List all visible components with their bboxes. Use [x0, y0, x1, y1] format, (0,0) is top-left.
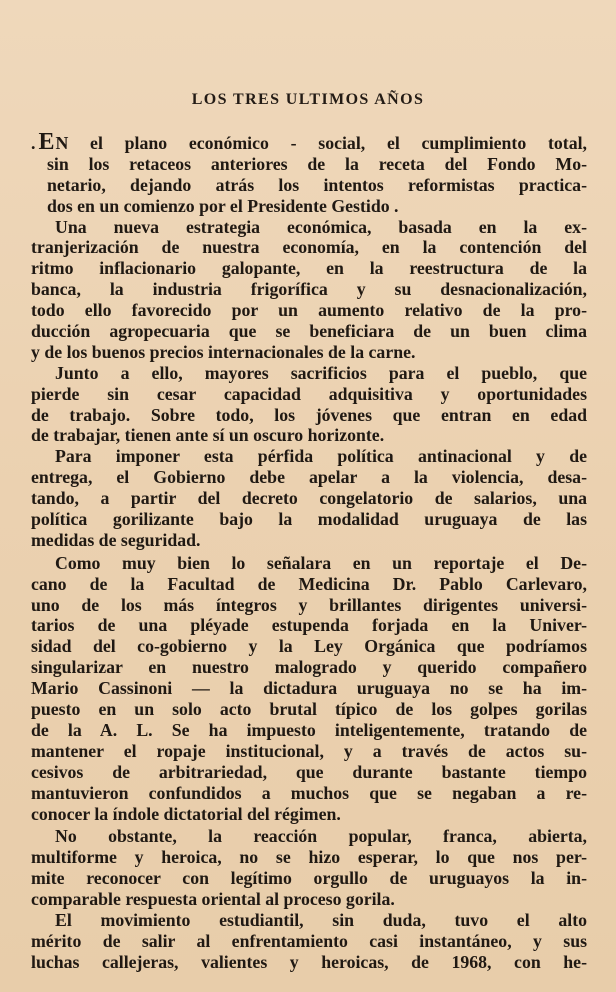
paragraph-3-line-4: de trabajar, tienen ante sí un oscuro horizonte.	[31, 425, 385, 446]
paragraph-1-line-2: sin los retaceos anteriores de la receta del Fondo Mo-	[47, 153, 587, 174]
paragraph-5	[31, 553, 587, 825]
paragraph-6	[31, 826, 587, 910]
paragraph-2-line-1: Una nueva estrategia económica, basada en la ex-	[55, 216, 587, 237]
paragraph-5-line-11: cesivos de arbitrariedad, que durante bastante tiempo	[31, 761, 587, 782]
paragraph-5-line-4: tarios de una pléyade estupenda forjada en la Univer-	[31, 615, 587, 636]
paragraph-5-line-3: uno de los más íntegros y brillantes dirigentes universi-	[31, 594, 587, 615]
paragraph-4-line-1: Para imponer esta pérfida política antinacional y de	[55, 446, 587, 467]
paragraph-5-line-9: de la A. L. Se ha impuesto inteligentemente, tratando de	[31, 719, 587, 740]
paragraph-7-line-2: mérito de salir al enfrentamiento casi instantáneo, y sus	[31, 930, 587, 951]
drop-cap: E	[38, 133, 55, 154]
page-title: LOS TRES ULTIMOS AÑOS	[191, 91, 425, 108]
paragraph-5-line-7: Mario Cassinoni — la dictadura uruguaya no se ha im-	[31, 678, 587, 699]
paragraph-5-line-1: Como muy bien lo señalara en un reportaje el De-	[55, 552, 587, 573]
paragraph-2-line-6: ducción agropecuaria que se beneficiara de un buen clima	[31, 321, 587, 342]
paragraph-6-line-2: multiforme y heroica, no se hizo esperar, lo que nos per-	[31, 847, 587, 868]
paragraph-6-line-4: comparable respuesta oriental al proceso gorila.	[31, 889, 395, 910]
paragraph-2	[31, 217, 587, 363]
paragraph-5-line-12: mantuvieron confundidos a muchos que se negaban a re-	[31, 782, 587, 803]
paragraph-3-line-3: de trabajo. Sobre todo, los jóvenes que entran en edad	[31, 404, 587, 425]
paragraph-7	[31, 910, 587, 973]
paragraph-1-line-1	[31, 133, 587, 154]
paragraph-4-line-5: medidas de seguridad.	[31, 529, 201, 550]
paragraph-3-line-2: pierde sin cesar capacidad adquisitiva y oportunidades	[31, 383, 587, 404]
paragraph-5-line-8: puesto en un solo acto brutal típico de los golpes gorilas	[31, 699, 587, 720]
paragraph-6-line-1: No obstante, la reacción popular, franca, abierta,	[55, 826, 587, 847]
paragraph-1-line-1-text: N el plano económico - social, el cumplimiento total,	[55, 133, 587, 153]
paragraph-5-line-6: singularizar en nuestro malogrado y querido compañero	[31, 657, 587, 678]
paragraph-2-line-3: ritmo inflacionario galopante, en la reestructura de la	[31, 258, 587, 279]
paragraph-4-line-3: tando, a partir del decreto congelatorio de salarios, una	[31, 488, 587, 509]
paragraph-4-line-2: entrega, el Gobierno debe apelar a la violencia, desa-	[31, 467, 587, 488]
paragraph-4	[31, 446, 587, 550]
paragraph-2-line-7: y de los buenos precios internacionales de la carne.	[31, 341, 416, 362]
paragraph-6-line-3: mite reconocer con legítimo orgullo de uruguayos la in-	[31, 868, 587, 889]
lead-mark: .	[31, 133, 36, 153]
paragraph-5-line-13: conocer la índole dictatorial del régimen.	[31, 803, 341, 824]
paragraph-3-line-1: Junto a ello, mayores sacrificios para el pueblo, que	[55, 362, 587, 383]
paragraph-5-line-5: sidad del co-gobierno y la Ley Orgánica que podríamos	[31, 636, 587, 657]
paragraph-2-line-2: tranjerización de nuestra economía, en la contención del	[31, 237, 587, 258]
paragraph-1	[31, 133, 587, 217]
paragraph-1-line-3: netario, dejando atrás los intentos reformistas practica-	[47, 174, 587, 195]
paragraph-2-line-4: banca, la industria frigorífica y su desnacionalización,	[31, 279, 587, 300]
paragraph-5-line-10: mantener el ropaje institucional, y a través de actos su-	[31, 740, 587, 761]
paragraph-7-line-3: luchas callejeras, valientes y heroicas, de 1968, con he-	[31, 951, 587, 972]
paragraph-3	[31, 363, 587, 447]
paragraph-7-line-1: El movimiento estudiantil, sin duda, tuvo el alto	[55, 909, 587, 930]
paragraph-5-line-2: cano de la Facultad de Medicina Dr. Pablo Carlevaro,	[31, 573, 587, 594]
article-body	[31, 133, 587, 973]
paragraph-2-line-5: todo ello favorecido por un aumento relativo de la pro-	[31, 300, 587, 321]
paragraph-4-line-4: política gorilizante bajo la modalidad uruguaya de las	[31, 509, 587, 530]
paragraph-1-line-4: dos en un comienzo por el Presidente Gestido .	[47, 195, 399, 216]
